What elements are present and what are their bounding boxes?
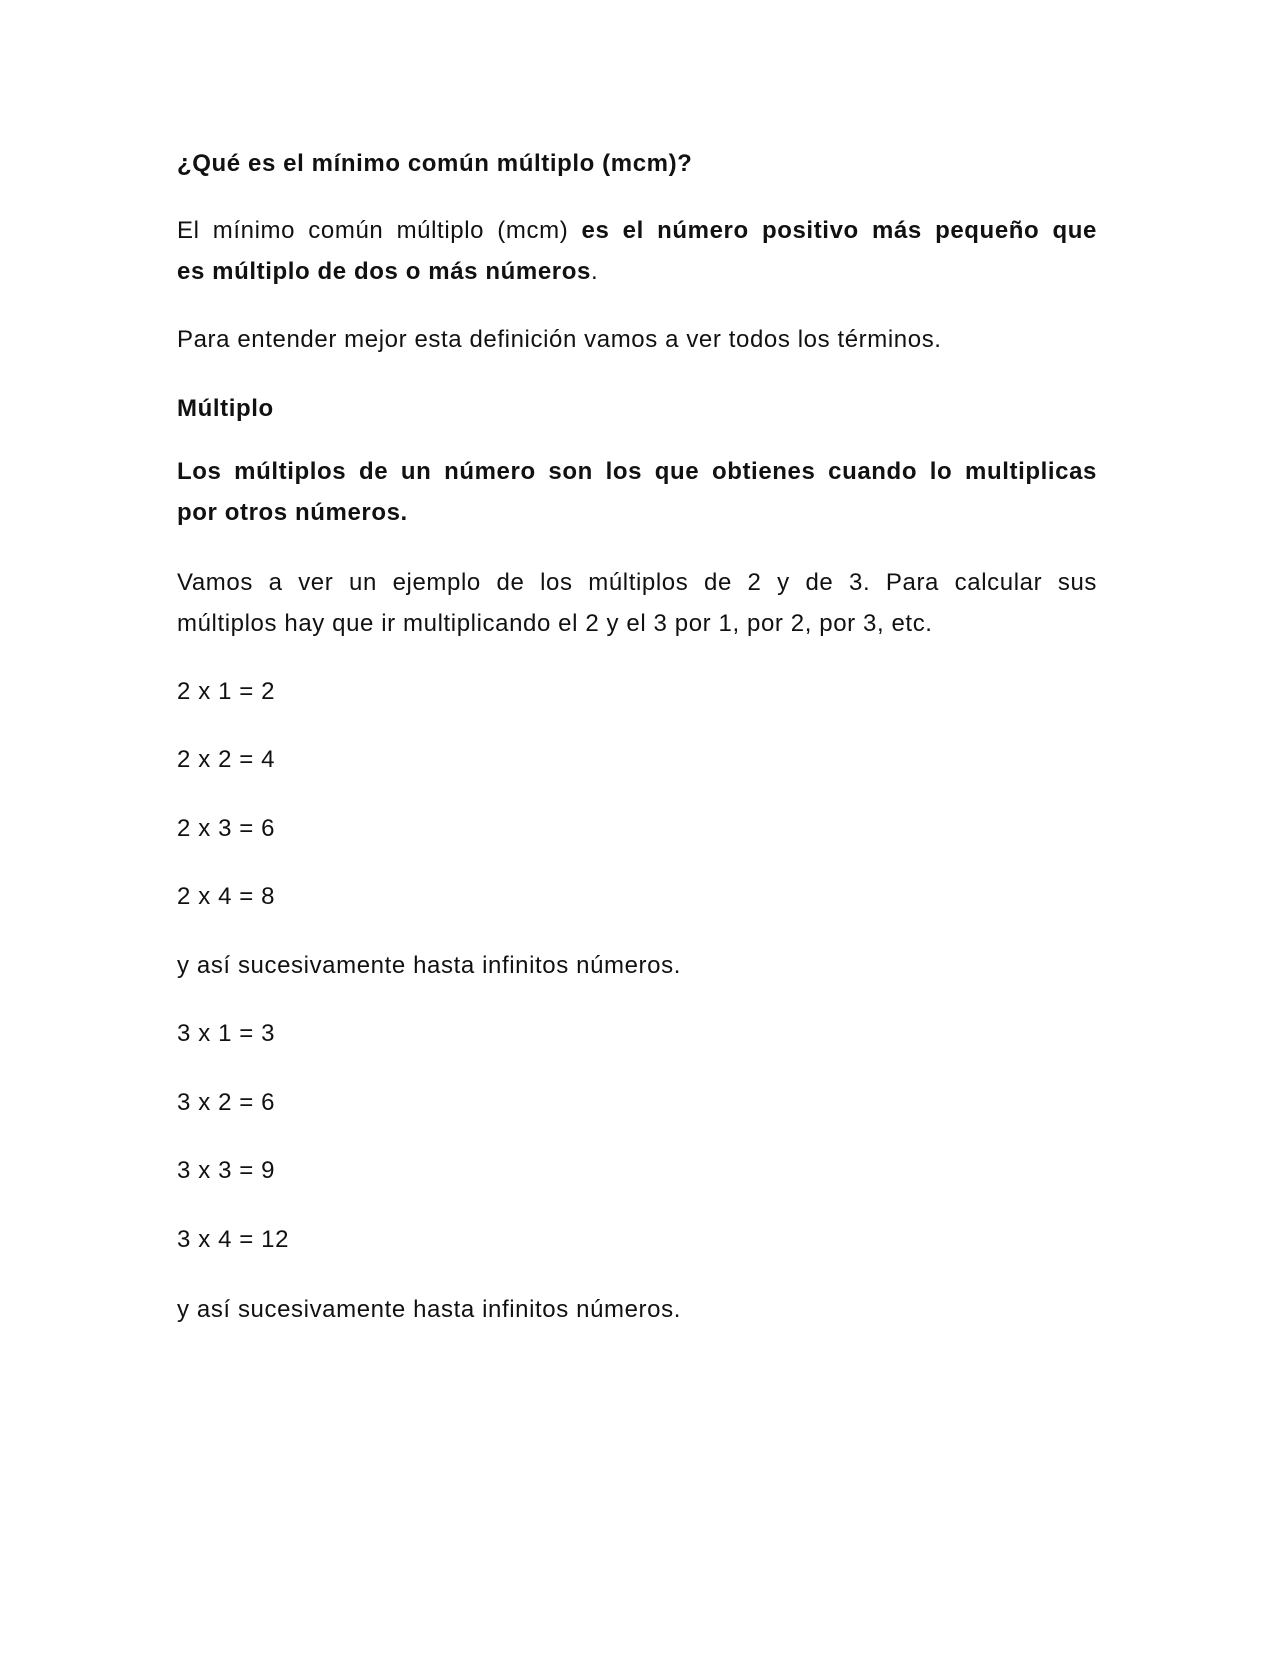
example-line-2: múltiplos hay que ir multiplicando el 2 y el 3 por 1, por 2, por 3, etc. [177, 610, 933, 637]
multiplication-row: 3 x 1 = 3 [177, 1020, 276, 1047]
multiplication-row: 3 x 4 = 12 [177, 1226, 290, 1253]
continuation-text: y así sucesivamente hasta infinitos números. [177, 952, 681, 979]
multiplication-row: 2 x 4 = 8 [177, 883, 276, 910]
definition-line-1 [177, 209, 1097, 252]
intro-paragraph: Para entender mejor esta definición vamos a ver todos los términos. [177, 326, 942, 353]
multiplication-row: 2 x 3 = 6 [177, 815, 276, 842]
multiple-definition-line-2: por otros números. [177, 499, 408, 526]
multiplication-row: 3 x 2 = 6 [177, 1089, 276, 1116]
definition-line-2 [177, 250, 1097, 293]
continuation-text: y así sucesivamente hasta infinitos números. [177, 1296, 681, 1323]
definition-period: . [590, 258, 599, 285]
definition-text: El mínimo común múltiplo (mcm) [177, 217, 582, 244]
multiplication-row: 2 x 1 = 2 [177, 678, 276, 705]
multiple-definition-line-1: Los múltiplos de un número son los que obtienes cuando lo multiplicas [177, 458, 1097, 485]
page-title: ¿Qué es el mínimo común múltiplo (mcm)? [177, 150, 693, 177]
multiplication-row: 2 x 2 = 4 [177, 746, 276, 773]
multiplication-row: 3 x 3 = 9 [177, 1157, 276, 1184]
definition-emphasis-cont: es múltiplo de dos o más números [177, 258, 591, 285]
definition-emphasis: es el número positivo más pequeño que [581, 217, 1097, 244]
example-line-1: Vamos a ver un ejemplo de los múltiplos de 2 y de 3. Para calcular sus [177, 569, 1097, 596]
section-heading-multiplo: Múltiplo [177, 395, 274, 422]
